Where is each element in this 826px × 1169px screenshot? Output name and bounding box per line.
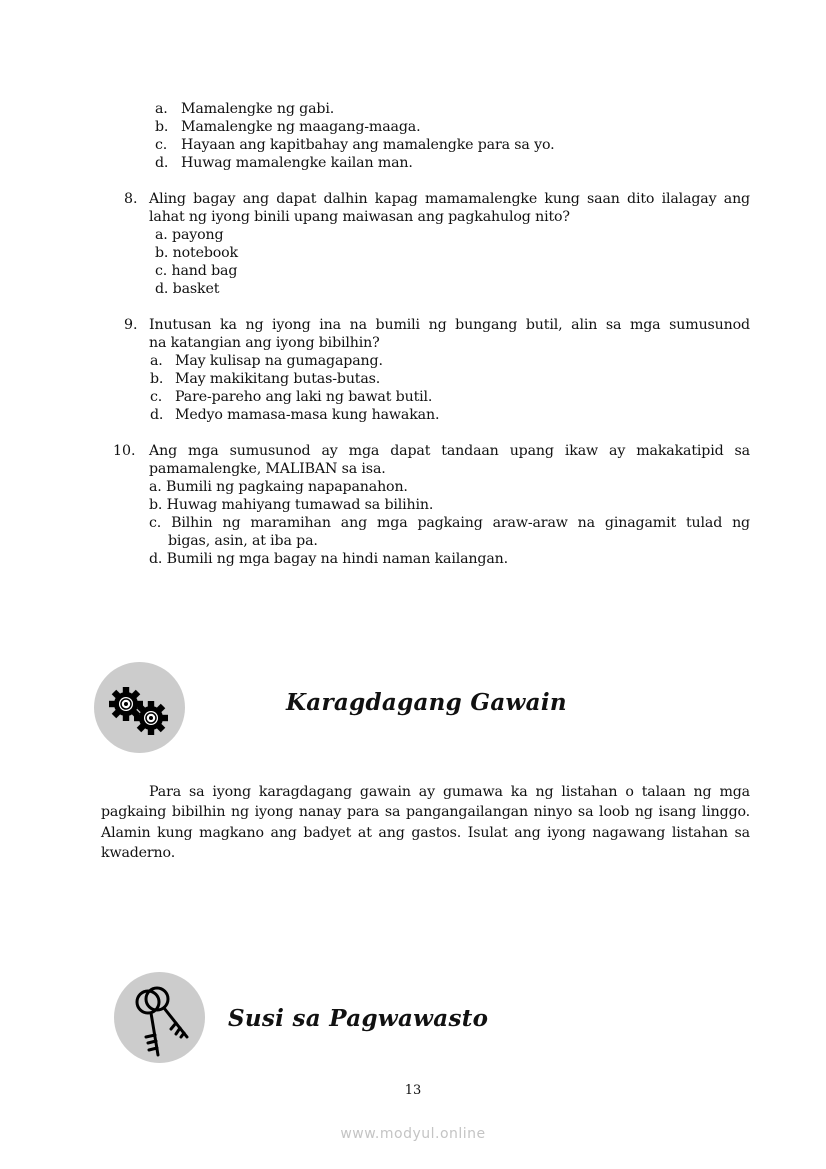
- choice-text: Huwag mamalengke kailan man.: [181, 155, 413, 171]
- choice-text: d. Bumili ng mga bagay na hindi naman kailangan.: [149, 551, 508, 567]
- choice-text: Mamalengke ng maagang-maaga.: [181, 119, 421, 135]
- choice-text-continuation: bigas, asin, at iba pa.: [168, 533, 318, 549]
- question-number: 10.: [113, 443, 136, 459]
- question-text-line: Aling bagay ang dapat dalhin kapag mamamalengke kung saan dito ilalagay ang: [149, 191, 750, 207]
- gears-icon: [94, 662, 185, 753]
- page-number: 13: [404, 1083, 422, 1098]
- choice-text: May kulisap na gumagapang.: [175, 353, 383, 369]
- choice-letter: a.: [150, 353, 163, 369]
- section-title: Karagdagang Gawain: [286, 689, 567, 716]
- choice-text: Mamalengke ng gabi.: [181, 101, 335, 117]
- question-text-line: na katangian ang iyong bibilhin?: [149, 335, 380, 351]
- choice-letter: c.: [155, 137, 168, 153]
- choice-text: b. Huwag mahiyang tumawad sa bilihin.: [149, 497, 434, 513]
- choice-letter: c.: [150, 389, 163, 405]
- choice-text: a. payong: [155, 227, 224, 243]
- choice-letter: d.: [155, 155, 169, 171]
- watermark: www.modyul.online: [340, 1126, 486, 1142]
- choice-text: Medyo mamasa-masa kung hawakan.: [175, 407, 440, 423]
- choice-text: Hayaan ang kapitbahay ang mamalengke para sa yo.: [181, 137, 555, 153]
- question-text-line: pamamalengke, MALIBAN sa isa.: [149, 461, 386, 477]
- question-text-line: Inutusan ka ng iyong ina na bumili ng bungang butil, alin sa mga sumusunod: [149, 317, 750, 333]
- question-number: 9.: [124, 317, 138, 333]
- choice-text: a. Bumili ng pagkaing napapanahon.: [149, 479, 408, 495]
- choice-text: Pare-pareho ang laki ng bawat butil.: [175, 389, 433, 405]
- choice-letter: b.: [150, 371, 164, 387]
- choice-text: c. hand bag: [155, 263, 238, 279]
- choice-letter: a.: [155, 101, 168, 117]
- instruction-paragraph: [101, 782, 750, 863]
- question-number: 8.: [124, 191, 138, 207]
- section-title: Susi sa Pagwawasto: [228, 1005, 489, 1032]
- choice-text: c. Bilhin ng maramihan ang mga pagkaing araw-araw na ginagamit tulad ng: [149, 515, 750, 531]
- choice-letter: b.: [155, 119, 169, 135]
- choice-letter: d.: [150, 407, 164, 423]
- question-text-line: lahat ng iyong binili upang maiwasan ang pagkahulog nito?: [149, 209, 570, 225]
- keys-icon: [114, 972, 205, 1063]
- choice-text: d. basket: [155, 281, 220, 297]
- choice-text: May makikitang butas-butas.: [175, 371, 381, 387]
- question-text-line: Ang mga sumusunod ay mga dapat tandaan upang ikaw ay makakatipid sa: [149, 443, 750, 459]
- paragraph-text: Para sa iyong karagdagang gawain ay gumawa ka ng listahan o talaan ng mga pagkaing bibilhin ng iyong nanay para sa pangangailangan ninyo sa loob ng isang linggo. Alamin kung magkano ang badyet at ang gastos. Isulat ang iyong nagawang listahan sa kwaderno.: [101, 784, 750, 861]
- choice-text: b. notebook: [155, 245, 238, 261]
